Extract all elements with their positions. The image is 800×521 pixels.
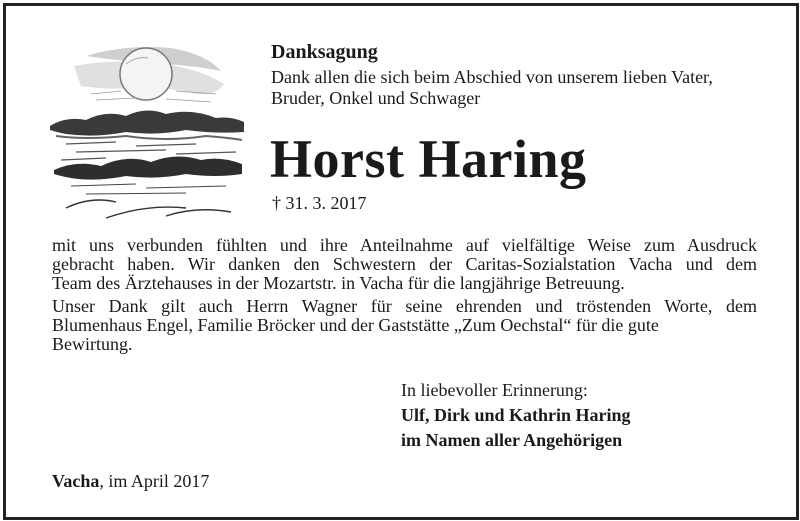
death-date: † 31. 3. 2017 [272, 193, 367, 213]
moon-over-landscape-sketch-icon [46, 36, 246, 226]
date-text: , im April 2017 [99, 471, 210, 491]
signature-block [401, 378, 631, 453]
signature-intro: In liebevoller Erinnerung: [401, 380, 588, 400]
signature-names: Ulf, Dirk und Kathrin Haring [401, 405, 631, 425]
intro-line: Bruder, Onkel und Schwager [271, 88, 481, 108]
place-name: Vacha [52, 471, 100, 491]
place-date [52, 470, 209, 492]
notice-frame [3, 3, 799, 520]
body-line: gebracht haben. Wir danken den Schwestern der Caritas-Sozialstation Vacha und dem [52, 254, 757, 274]
signature-relatives: im Namen aller Angehörigen [401, 430, 623, 450]
notice-heading: Danksagung [271, 41, 378, 63]
body-line: Bewirtung. [52, 334, 133, 354]
intro-line: Dank allen die sich beim Abschied von unserem lieben Vater, [271, 67, 713, 87]
body-line: mit uns verbunden fühlten und ihre Anteilnahme auf vielfältige Weise zum Ausdruck [52, 235, 757, 255]
body-text [52, 236, 757, 354]
body-line: Unser Dank gilt auch Herrn Wagner für seine ehrenden und tröstenden Worte, dem [52, 296, 757, 316]
intro-text [271, 67, 781, 109]
deceased-name: Horst Haring [270, 129, 587, 189]
body-line: Blumenhaus Engel, Familie Bröcker und der Gaststätte „Zum Oechstal“ für die gute [52, 315, 659, 335]
body-line: Team des Ärztehauses in der Mozartstr. in Vacha für die langjährige Betreuung. [52, 273, 625, 293]
